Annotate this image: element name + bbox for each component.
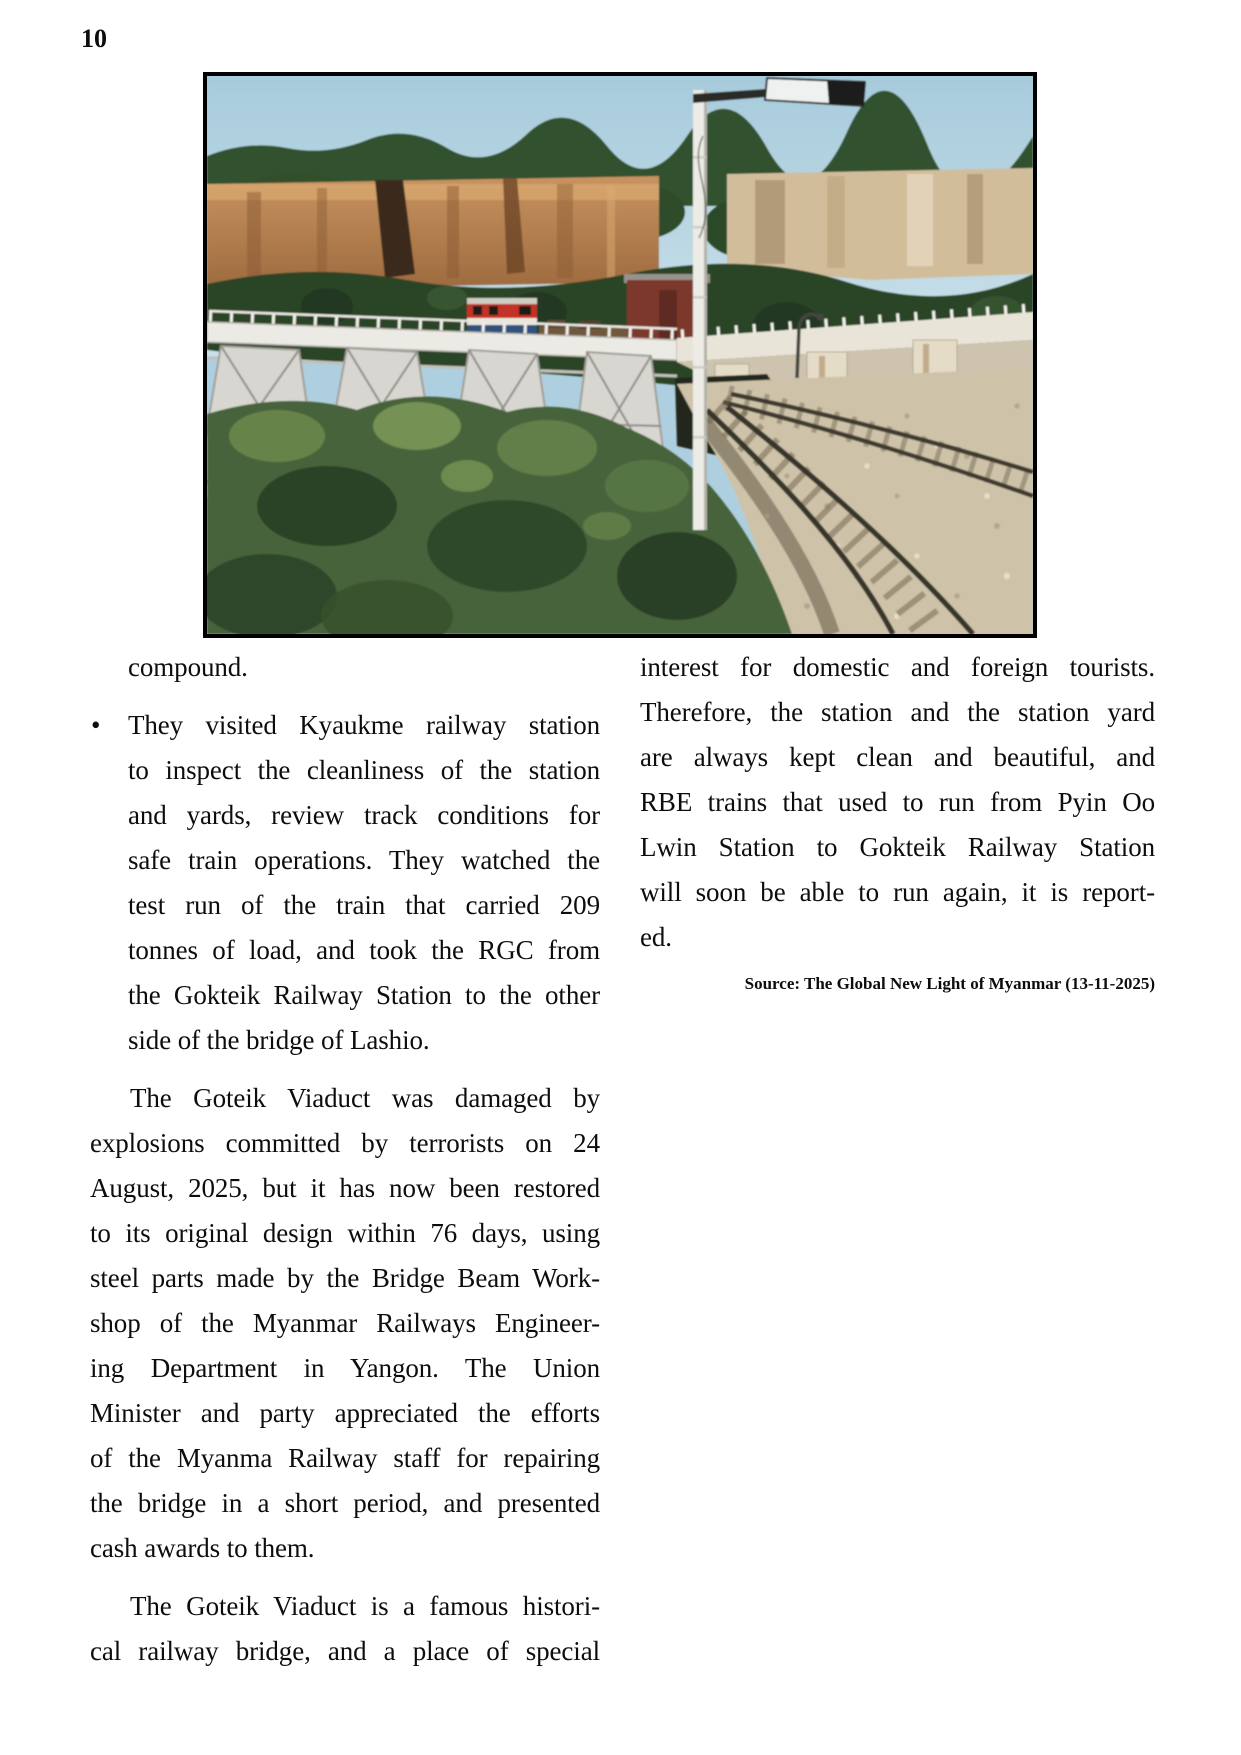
text-line: tonnes of load, and took the RGC from (128, 935, 600, 965)
text-line: Minister and party appreciated the efforts (90, 1398, 600, 1428)
text-line: August, 2025, but it has now been restored (90, 1173, 600, 1203)
text-line: will soon be able to run again, it is report- (640, 877, 1155, 907)
photo-illustration (207, 76, 1033, 634)
source-attribution: Source: The Global New Light of Myanmar (13-11-2025) (744, 974, 1155, 993)
text-line: RBE trains that used to run from Pyin Oo (640, 787, 1155, 817)
text-line: They visited Kyaukme railway station (128, 710, 600, 740)
text-line: Therefore, the station and the station yard (640, 697, 1155, 727)
text-line: cal railway bridge, and a place of special (90, 1636, 600, 1666)
bullet-paragraph (128, 703, 600, 1063)
text-line: and yards, review track conditions for (128, 800, 600, 830)
text-line: The Goteik Viaduct was damaged by (130, 1083, 600, 1113)
page-number: 10 (81, 24, 107, 53)
text-line: of the Myanma Railway staff for repairing (90, 1443, 600, 1473)
paragraph-viaduct-famous (90, 1584, 600, 1674)
text-line: Lwin Station to Gokteik Railway Station (640, 832, 1155, 862)
text-line: shop of the Myanmar Railways Engineer- (90, 1308, 600, 1338)
text-line: The Goteik Viaduct is a famous histori- (130, 1591, 600, 1621)
right-column (640, 645, 1155, 995)
cliffs (207, 168, 1033, 290)
text-line: compound. (128, 652, 248, 682)
text-line: side of the bridge of Lashio. (128, 1025, 430, 1055)
text-line: to inspect the cleanliness of the station (128, 755, 600, 785)
goteik-viaduct-photo (203, 72, 1037, 638)
text-line: to its original design within 76 days, using (90, 1218, 600, 1248)
bullet-marker: • (91, 710, 101, 740)
text-line: test run of the train that carried 209 (128, 890, 600, 920)
text-line: steel parts made by the Bridge Beam Work- (90, 1263, 600, 1293)
paragraph-tourists-continuation (640, 645, 1155, 960)
text-line: safe train operations. They watched the (128, 845, 600, 875)
paragraph-viaduct-restored (90, 1076, 600, 1571)
text-line: explosions committed by terrorists on 24 (90, 1128, 600, 1158)
text-line: ing Department in Yangon. The Union (90, 1353, 600, 1383)
bullet-item-kyaukme-visit (90, 703, 600, 1063)
text-line: the bridge in a short period, and presented (90, 1488, 600, 1518)
left-column (90, 645, 600, 1674)
text-line: interest for domestic and foreign tourists. (640, 652, 1155, 682)
text-line: the Gokteik Railway Station to the other (128, 980, 600, 1010)
paragraph-compound (128, 645, 600, 690)
text-line: ed. (640, 922, 672, 952)
text-line: are always kept clean and beautiful, and (640, 742, 1155, 772)
text-line: cash awards to them. (90, 1533, 315, 1563)
